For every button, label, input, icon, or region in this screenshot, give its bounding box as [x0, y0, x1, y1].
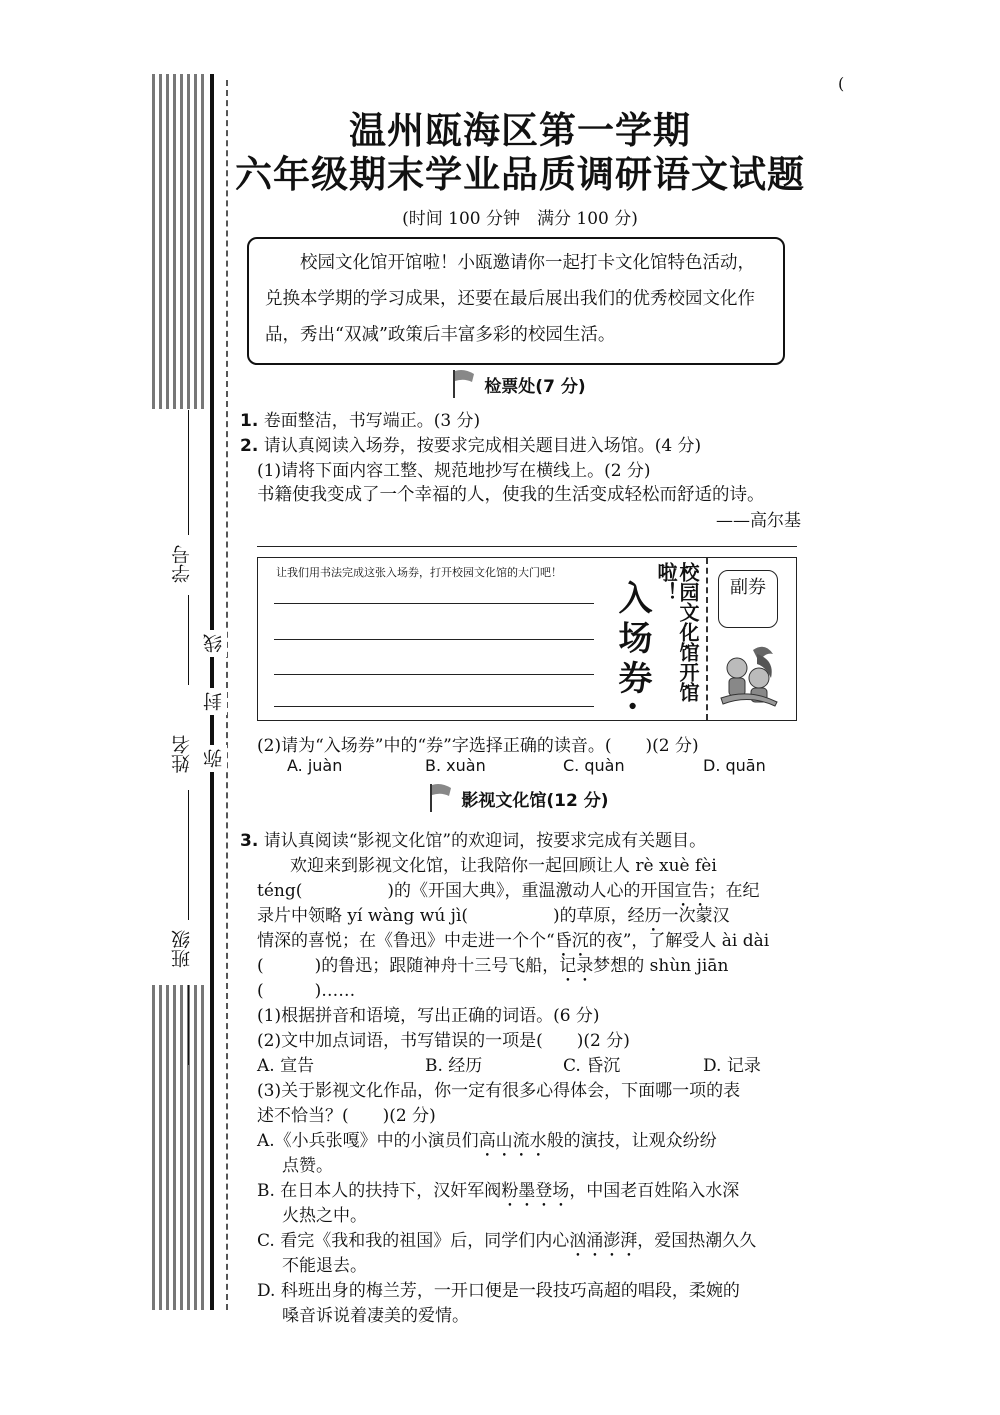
section-title: 影视文化馆(12 分) [461, 791, 609, 811]
q3-2-option-d: D. 记录 [703, 1056, 761, 1076]
question-3-3-cont: 述不恰当？( )(2 分) [257, 1106, 436, 1126]
passage-line-4: 情深的喜悦；在《鲁迅》中走进一个个“昏沉的夜”，了解受人 ài dài [257, 931, 770, 951]
ticket-hint: 让我们用书法完成这张入场券，打开校园文化馆的大门吧！ [276, 566, 562, 579]
q3-3-option-d-cont: 嗓音诉说着凄美的爱情。 [282, 1306, 469, 1326]
flag-icon [427, 782, 453, 812]
q3-3-option-d: D. 科班出身的梅兰芳，一开口便是一段技巧高超的唱段，柔婉的 [257, 1281, 740, 1301]
ticket-big-title: 入场券· [612, 580, 652, 718]
label-xingming: 姓名 [171, 735, 193, 773]
page-corner-mark: ( [838, 74, 845, 93]
question-2-2: (2)请为“入场券”中的“券”字选择正确的读音。( )(2 分) [257, 736, 699, 756]
passage-line-3: 录片中领略 yí wàng wú jì( )的草原，经历一次蒙汉 [257, 906, 730, 926]
question-2-1: (1)请将下面内容工整、规范地抄写在横线上。(2 分) [257, 461, 651, 481]
question-3-3: (3)关于影视文化作品，你一定有很多心得体会，下面哪一项的表 [257, 1081, 741, 1101]
intro-box: 校园文化馆开馆啦！小瓯邀请你一起打卡文化馆特色活动，兑换本学期的学习成果，还要在最后展出我们的优秀校园文化作品，秀出“双减”政策后丰富多彩的校园生活。 [247, 237, 785, 365]
kids-reading-icon [713, 640, 785, 712]
question-1: 1. 卷面整洁，书写端正。(3 分) [240, 411, 481, 431]
writing-line-3[interactable] [274, 674, 594, 675]
title-line1: 温州瓯海区第一学期 [349, 108, 691, 152]
q2-option-a: A. juàn [287, 756, 343, 775]
passage-line-5: ( )的鲁迅；跟随神舟十三号飞船，记录梦想的 shùn jiān [257, 956, 729, 976]
exam-info: (时间 100 分钟 满分 100 分) [402, 209, 638, 229]
xuehao-line-2 [188, 595, 189, 685]
section-film-hall [368, 782, 668, 812]
q3-3-option-a-cont: 点赞。 [282, 1156, 333, 1176]
q2-option-c: C. quàn [563, 756, 625, 775]
label-banji: 班级 [171, 930, 193, 968]
passage-line-2: téng( )的《开国大典》，重温激动人心的开国宣告；在纪 [257, 881, 760, 901]
admission-ticket [257, 557, 797, 721]
q2-option-d: D. quān [703, 756, 766, 775]
q3-3-option-c-cont: 不能退去。 [282, 1256, 367, 1276]
writing-line-4[interactable] [274, 706, 594, 707]
passage-line-6: ( )…… [257, 981, 356, 1001]
flag-icon [450, 368, 476, 398]
xingming-line [188, 790, 189, 920]
passage-line-1: 欢迎来到影视文化馆，让我陪你一起回顾让人 rè xuè fèi [290, 856, 717, 876]
quote-author: ——高尔基 [716, 511, 801, 531]
copy-line [257, 546, 797, 547]
binding-stripes-top [152, 74, 204, 409]
xuehao-line [188, 410, 189, 535]
label-xuehao: 学号 [171, 545, 193, 583]
ticket-perforation [706, 558, 708, 720]
quote-text: 书籍使我变成了一个幸福的人，使我的生活变成轻松而舒适的诗。 [257, 485, 765, 505]
q2-option-b: B. xuàn [425, 756, 486, 775]
question-3: 3. 请认真阅读“影视文化馆”的欢迎词，按要求完成有关题目。 [240, 831, 707, 851]
q3-3-option-b-cont: 火热之中。 [282, 1206, 367, 1226]
q3-3-option-c: C. 看完《我和我的祖国》后，同学们内心汹涌澎湃，爱国热潮久久 [257, 1231, 757, 1251]
label-xian: 线 [200, 630, 227, 657]
q3-2-option-b: B. 经历 [425, 1056, 483, 1076]
ticket-stub-label: 副券 [718, 570, 778, 628]
banji-line [188, 985, 189, 1065]
label-feng: 封 [200, 688, 227, 715]
section-ticket-check [368, 368, 668, 398]
q3-2-option-c: C. 昏沉 [563, 1056, 621, 1076]
question-3-2: (2)文中加点词语，书写错误的一项是( )(2 分) [257, 1031, 630, 1051]
question-2: 2. 请认真阅读入场券，按要求完成相关题目进入场馆。(4 分) [240, 436, 702, 456]
label-mi: 弥 [200, 745, 227, 772]
title-line2: 六年级期末学业品质调研语文试题 [235, 152, 805, 196]
section-title: 检票处(7 分) [484, 377, 586, 397]
ticket-side-title: 校园文化馆开馆啦！ [654, 562, 700, 702]
q3-2-option-a: A. 宣告 [257, 1056, 315, 1076]
writing-line-1[interactable] [274, 603, 594, 604]
q3-3-option-a: A.《小兵张嘎》中的小演员们高山流水般的演技，让观众纷纷 [257, 1131, 717, 1151]
question-3-1: (1)根据拼音和语境，写出正确的词语。(6 分) [257, 1006, 600, 1026]
binding-stripes-bottom [152, 985, 204, 1310]
q3-3-option-b: B. 在日本人的扶持下，汉奸军阀粉墨登场，中国老百姓陷入水深 [257, 1181, 740, 1201]
writing-line-2[interactable] [274, 639, 594, 640]
